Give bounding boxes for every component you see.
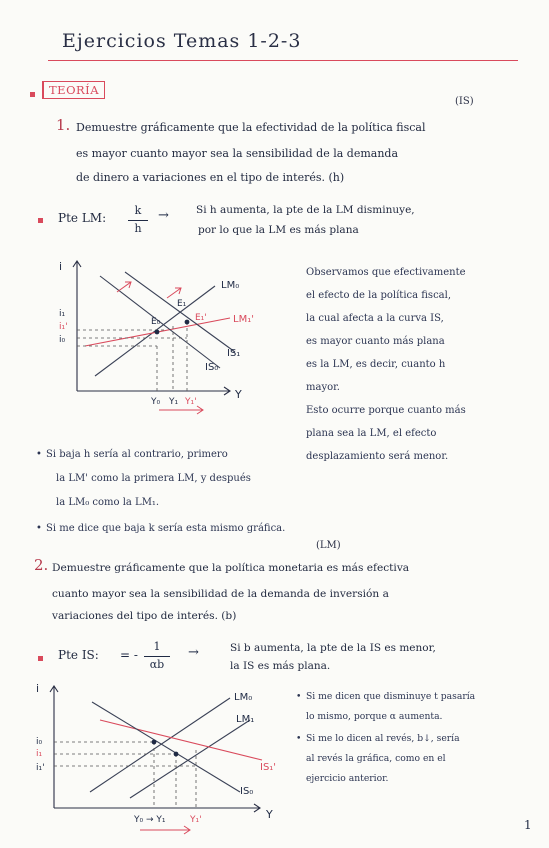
graph2-curve-is0: IS₀ <box>240 786 254 797</box>
q1-slope-label: Pte LM: <box>58 211 107 225</box>
obs-line-2: la cual afecta a la curva IS, <box>306 313 444 324</box>
graph2-curve-lm1: LM₁ <box>236 714 255 725</box>
q2-slope-numerator: 1 <box>153 640 161 653</box>
q2-note-bullet-2: • <box>296 733 302 744</box>
graph1-curve-is0: IS₀ <box>205 362 219 373</box>
q2-slope-denominator: αb <box>149 658 165 671</box>
q2-note-4: ejercicio anterior. <box>306 773 389 784</box>
graph2-curve-lm0: LM₀ <box>234 692 253 703</box>
graph2-point-e1 <box>174 752 179 757</box>
graph2-i-label-2: i₁' <box>36 763 45 773</box>
q1-slope-denominator: h <box>134 222 142 235</box>
q1-slope-bullet <box>38 218 43 223</box>
graph1-curve-is1: IS₁ <box>227 348 241 359</box>
graph2-point-e0 <box>152 740 157 745</box>
q1-note-bullet-1: • <box>36 449 42 460</box>
q1-note-0: Si baja h sería al contrario, primero <box>46 449 228 460</box>
graph2-y-label-1: Y₁' <box>190 815 202 825</box>
graph2-is1p-line <box>100 720 262 760</box>
graph1-i-label-2: i₀ <box>59 335 66 345</box>
q1-slope-arrow: → <box>158 208 169 223</box>
graph1-y-label-2: Y₁' <box>185 397 197 407</box>
page-title: Ejercicios Temas 1-2-3 <box>62 30 302 52</box>
section-label: TEORÍA <box>42 81 105 99</box>
graph1-i-label-0: i₁ <box>59 309 66 319</box>
graph2-i-label-0: i₀ <box>36 737 43 747</box>
q1-line-2: es mayor cuanto mayor sea la sensibilidad de la demanda <box>76 147 399 160</box>
q1-note-bullet-2: • <box>36 523 42 534</box>
obs-line-8: desplazamiento será menor. <box>306 451 449 462</box>
graph1-point-label-e0: E₀ <box>151 317 161 327</box>
graph1-point-label-e1p: E₁' <box>195 313 207 323</box>
q1-number: 1. <box>56 116 71 134</box>
graph-1 <box>55 258 285 418</box>
obs-line-7: plana sea la LM, el efecto <box>306 428 437 439</box>
q1-fraction-bar <box>128 220 148 221</box>
section-bullet <box>30 92 35 97</box>
q2-slope-label: Pte IS: <box>58 648 99 662</box>
graph1-i-label-1: i₁' <box>59 322 68 332</box>
q2-note-2: Si me lo dicen al revés, b↓, sería <box>306 733 460 744</box>
q1-slope-text-2: por lo que la LM es más plana <box>198 224 359 236</box>
q2-number: 2. <box>34 556 49 574</box>
q2-line-2: cuanto mayor sea la sensibilidad de la demanda de inversión a <box>52 588 389 600</box>
graph1-curve-lm1p: LM₁' <box>233 314 254 325</box>
graph1-is1-line <box>125 272 235 352</box>
page-number: 1 <box>524 818 532 832</box>
title-underline <box>48 60 518 61</box>
q2-line-1: Demuestre gráficamente que la política monetaria es más efectiva <box>52 562 410 574</box>
graph1-curve-lm0: LM₀ <box>221 280 240 291</box>
q1-line-1: Demuestre gráficamente que la efectividad de la política fiscal <box>76 121 426 134</box>
graph1-point-e0 <box>155 330 160 335</box>
graph2-y-label-0: Y₀ → Y₁ <box>134 815 166 825</box>
graph2-axis-y-label: Y <box>266 808 273 821</box>
obs-line-6: Esto ocurre porque cuanto más <box>306 405 466 416</box>
graph2-is0-line <box>92 702 240 792</box>
graph2-axis-i-label: i <box>36 682 40 695</box>
q2-note-bullet-1: • <box>296 691 302 702</box>
graph2-i-label-1: i₁ <box>36 749 43 759</box>
graph2-curve-is1p: IS₁' <box>260 762 277 773</box>
obs-line-4: es la LM, es decir, cuanto h <box>306 359 446 370</box>
graph-2 <box>30 680 290 840</box>
q2-slope-text-2: la IS es más plana. <box>230 660 331 672</box>
q1-slope-numerator: k <box>134 204 142 217</box>
graph1-y-label-0: Y₀ <box>151 397 161 407</box>
obs-line-3: es mayor cuanto más plana <box>306 336 445 347</box>
obs-line-5: mayor. <box>306 382 340 393</box>
q1-note-3: Si me dice que baja k sería esta mismo gráfica. <box>46 523 286 534</box>
q2-note-3: al revés la gráfica, como en el <box>306 753 446 764</box>
graph1-point-label-e1: E₁ <box>177 299 187 309</box>
graph1-point-e1p <box>185 320 190 325</box>
q2-note-1: lo mismo, porque α aumenta. <box>306 711 443 722</box>
q1-annotation: (IS) <box>455 96 474 107</box>
q2-note-0: Si me dicen que disminuye t pasaría <box>306 691 476 702</box>
q1-slope-text-1: Si h aumenta, la pte de la LM disminuye, <box>196 204 415 216</box>
graph1-axis-y-label: Y <box>235 388 242 401</box>
q1-note-2: la LM₀ como la LM₁. <box>56 497 160 508</box>
q1-note-1: la LM' como la primera LM, y después <box>56 473 251 484</box>
q2-fraction-bar <box>144 656 170 657</box>
q2-slope-text-1: Si b aumenta, la pte de la IS es menor, <box>230 642 436 654</box>
q1-line-3: de dinero a variaciones en el tipo de interés. (h) <box>76 171 345 184</box>
q2-slope-bullet <box>38 656 43 661</box>
obs-line-0: Observamos que efectivamente <box>306 267 466 278</box>
q2-slope-eq: = - <box>120 648 138 662</box>
q2-annotation: (LM) <box>316 540 341 551</box>
q2-slope-arrow: → <box>188 645 199 660</box>
graph1-y-label-1: Y₁ <box>169 397 179 407</box>
obs-line-1: el efecto de la política fiscal, <box>306 290 452 301</box>
graph1-axis-i-label: i <box>59 260 63 273</box>
q2-line-3: variaciones del tipo de interés. (b) <box>52 610 237 622</box>
